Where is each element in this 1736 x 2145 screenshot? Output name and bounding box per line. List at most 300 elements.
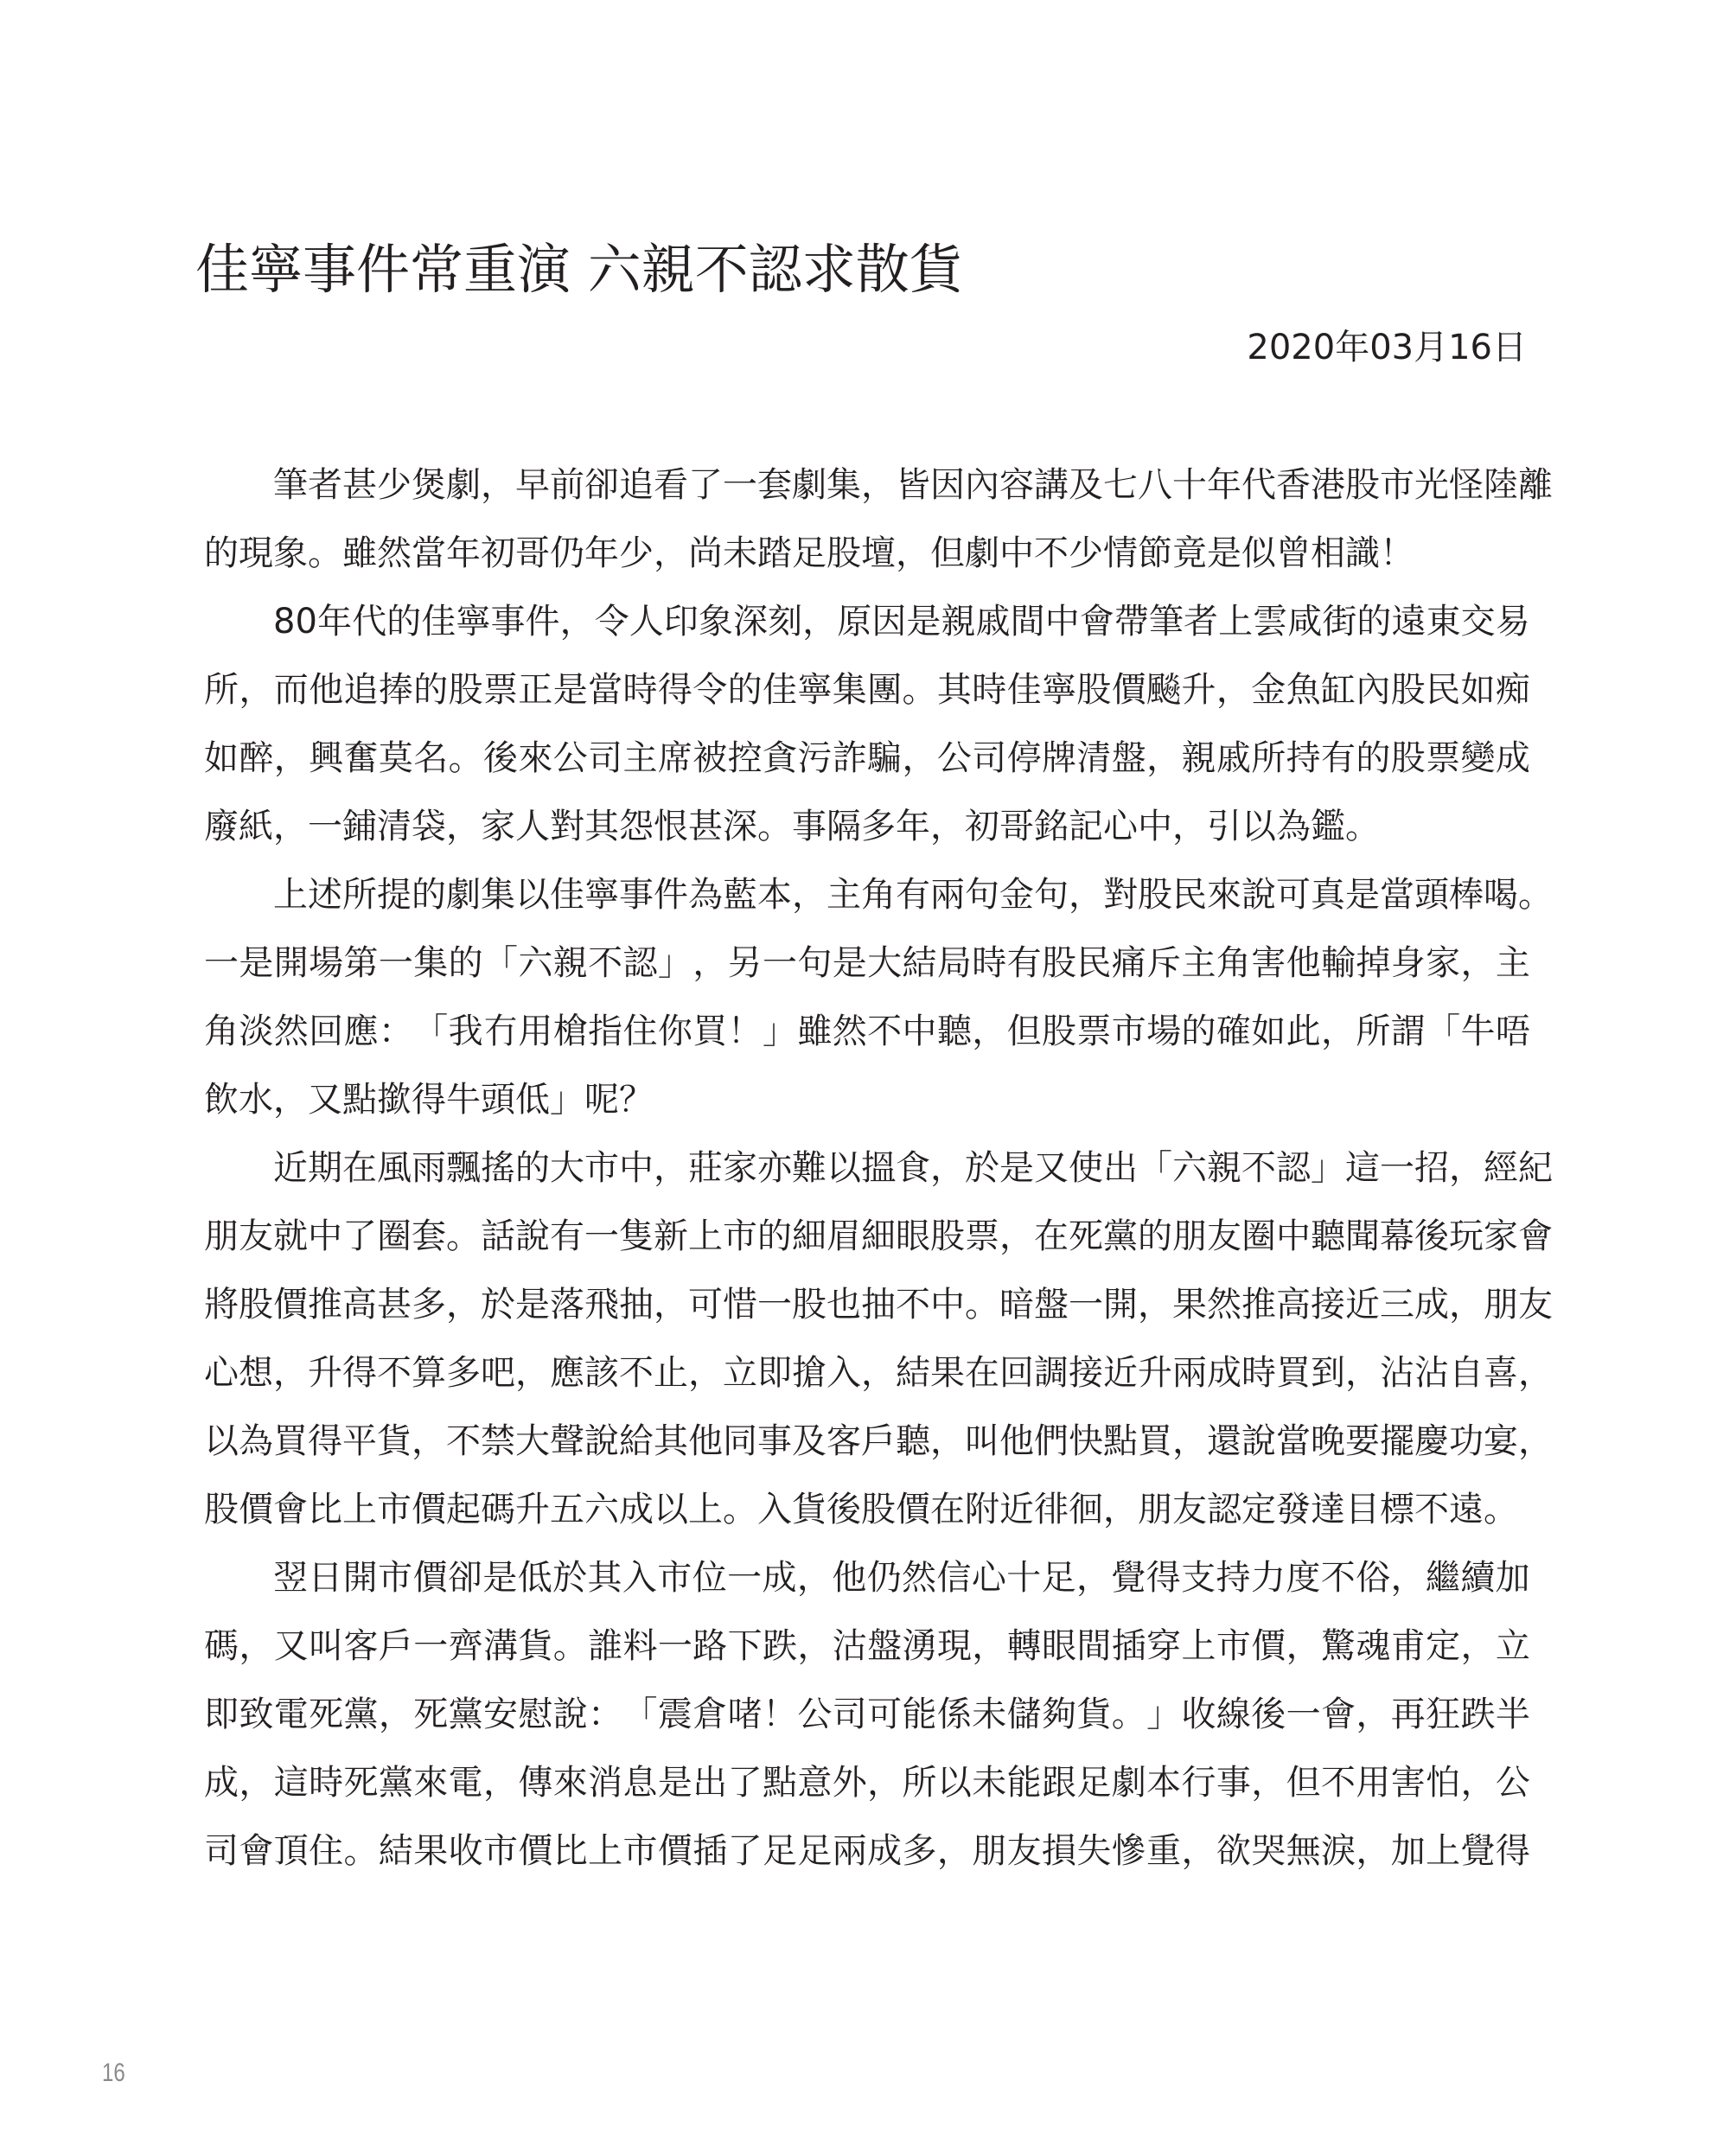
glyph: 說 [584, 1421, 619, 1461]
glyph: 原 [837, 602, 872, 642]
glyph: 晚 [1311, 1421, 1345, 1461]
glyph: 傳 [518, 1763, 553, 1803]
glyph: 了 [727, 1831, 763, 1871]
glyph: 價 [657, 1831, 692, 1871]
glyph: 可 [688, 1285, 723, 1325]
glyph: 意 [797, 1763, 833, 1803]
glyph: 飈 [1146, 670, 1182, 710]
glyph: 慰 [518, 1695, 553, 1734]
glyph: ， [273, 1353, 308, 1393]
glyph: 就 [273, 1216, 308, 1256]
glyph: 力 [1250, 1558, 1286, 1598]
glyph: 時 [972, 943, 1007, 983]
paragraph-line [204, 731, 1530, 800]
glyph: 集 [481, 875, 515, 915]
glyph: 。 [965, 1285, 999, 1325]
glyph: 內 [1356, 670, 1391, 710]
glyph: 主 [622, 738, 658, 778]
paragraph-line [204, 458, 1553, 527]
glyph: 是 [657, 1763, 692, 1803]
glyph: 劇 [792, 465, 827, 505]
glyph: ， [1146, 738, 1182, 778]
glyph: 寧 [1042, 670, 1076, 710]
glyph: 價 [1111, 670, 1146, 710]
glyph: 前 [550, 465, 584, 505]
glyph: 內 [965, 465, 999, 505]
glyph: 容 [999, 465, 1034, 505]
glyph: 如 [204, 738, 239, 778]
glyph: 股 [1042, 943, 1076, 983]
glyph: 沾 [1414, 1353, 1449, 1393]
glyph: 「 [1426, 1012, 1461, 1051]
glyph: 死 [1069, 1216, 1103, 1256]
glyph: 外 [832, 1763, 867, 1803]
glyph: 劇 [446, 465, 481, 505]
glyph: 交 [1460, 602, 1496, 642]
glyph: 角 [861, 875, 896, 915]
glyph: 快 [1069, 1421, 1103, 1461]
glyph: 成 [762, 1558, 797, 1598]
glyph: 是 [999, 1148, 1034, 1188]
glyph: 淡 [239, 1012, 274, 1051]
glyph: 有 [1321, 738, 1356, 778]
glyph: 後 [483, 738, 518, 778]
glyph: 三 [1380, 1285, 1414, 1325]
glyph: 的 [412, 875, 446, 915]
glyph: 其 [654, 1421, 688, 1461]
glyph: 」 [1146, 1695, 1182, 1734]
glyph: 貨 [1076, 1695, 1112, 1734]
glyph: ， [867, 1763, 903, 1803]
glyph: ， [1356, 1831, 1391, 1871]
glyph: 家 [723, 1148, 757, 1188]
glyph: 該 [584, 1353, 619, 1393]
glyph: 民 [1076, 943, 1112, 983]
glyph: 日 [308, 1558, 343, 1598]
glyph: 是 [552, 670, 588, 710]
glyph: 不 [619, 1353, 654, 1393]
glyph: 兩 [1172, 1353, 1207, 1393]
glyph: 後 [1414, 1216, 1449, 1256]
glyph: 說 [1241, 875, 1276, 915]
glyph: 醉 [239, 738, 274, 778]
glyph: 金 [1251, 670, 1286, 710]
glyph: 使 [1069, 1148, 1103, 1188]
glyph: 缸 [1321, 670, 1356, 710]
glyph: 圈 [377, 1216, 412, 1256]
glyph: 入 [622, 1558, 657, 1598]
glyph: 」 [763, 1012, 797, 1051]
glyph: 仍 [866, 1558, 902, 1598]
glyph: 者 [1184, 602, 1219, 642]
glyph: 認 [1276, 1148, 1311, 1188]
glyph: 槍 [552, 1012, 588, 1051]
glyph: 升 [308, 1353, 342, 1393]
glyph: 。 [343, 1831, 379, 1871]
glyph: 擺 [1380, 1421, 1414, 1461]
glyph: 開 [342, 1558, 378, 1598]
glyph: 頂 [273, 1831, 309, 1871]
glyph: 會 [239, 1831, 274, 1871]
glyph: ， [861, 1353, 896, 1393]
glyph: 這 [273, 1763, 309, 1803]
glyph: 飛 [584, 1285, 619, 1325]
glyph: 驚 [1321, 1626, 1356, 1666]
glyph: 間 [1076, 1626, 1112, 1666]
glyph: ， [1518, 1353, 1553, 1393]
glyph: 出 [1103, 1148, 1138, 1188]
glyph: ： [588, 1695, 623, 1734]
glyph: 代 [1241, 465, 1276, 505]
glyph: 清 [1076, 738, 1112, 778]
glyph: 莊 [688, 1148, 723, 1188]
glyph: 藍 [723, 875, 757, 915]
glyph: 在 [1034, 1216, 1069, 1256]
glyph: 到 [1311, 1353, 1345, 1393]
glyph: ， [930, 1148, 965, 1188]
glyph: 票 [483, 670, 518, 710]
glyph: 定 [1426, 1626, 1461, 1666]
glyph: 以 [936, 1763, 972, 1803]
glyph: 另 [727, 943, 763, 983]
glyph: 是 [1345, 875, 1380, 915]
glyph: 一 [1069, 1285, 1103, 1325]
glyph: 」 [657, 943, 692, 983]
glyph: 指 [588, 1012, 623, 1051]
glyph: 提 [377, 875, 412, 915]
glyph: 未 [972, 1763, 1007, 1803]
glyph: 股 [792, 1285, 827, 1325]
glyph: 會 [1079, 602, 1114, 642]
glyph: 戶 [378, 1626, 413, 1666]
glyph: 你 [657, 1012, 692, 1051]
glyph: 代 [352, 602, 387, 642]
glyph: 遠 [1391, 602, 1426, 642]
glyph: 話 [481, 1216, 515, 1256]
glyph: 市 [1380, 465, 1414, 505]
glyph: 說 [515, 1216, 550, 1256]
glyph: 甫 [1390, 1626, 1426, 1666]
glyph: 同 [723, 1421, 757, 1461]
glyph: 場 [1146, 1012, 1182, 1051]
glyph: 成 [1207, 1353, 1241, 1393]
glyph: ， [972, 1626, 1007, 1666]
glyph: 抽 [619, 1285, 654, 1325]
glyph: 冇 [483, 1012, 518, 1051]
glyph: 黨 [448, 1695, 483, 1734]
glyph: 開 [273, 943, 309, 983]
glyph: 於 [481, 1285, 515, 1325]
glyph: 會 [1321, 1695, 1356, 1734]
glyph: 0 [295, 602, 317, 642]
glyph: 這 [1345, 1148, 1380, 1188]
glyph: 續 [1460, 1558, 1496, 1598]
glyph: 近 [1103, 1353, 1138, 1393]
glyph: 接 [1069, 1353, 1103, 1393]
glyph: 足 [763, 1831, 797, 1871]
glyph: 然 [832, 1012, 867, 1051]
glyph: 接 [1311, 1285, 1345, 1325]
glyph: 細 [792, 1216, 827, 1256]
glyph: 年 [1207, 465, 1241, 505]
glyph: ， [1216, 670, 1251, 710]
glyph: 上 [688, 1216, 723, 1256]
paragraph-line: 廢紙，一鋪清袋，家人對其怨恨甚深。事隔多年，初哥銘記心中，引以為鑑。 [204, 807, 1380, 846]
paragraph-2 [204, 595, 1530, 868]
glyph: 司 [204, 1831, 239, 1871]
glyph: 不 [867, 1012, 903, 1051]
glyph: 親 [552, 943, 588, 983]
glyph: 。 [902, 670, 937, 710]
glyph: 兩 [832, 1831, 867, 1871]
glyph: 中 [308, 1216, 342, 1256]
paragraph-line [204, 595, 1530, 663]
glyph: 損 [1042, 1831, 1076, 1871]
glyph: 親 [1207, 1148, 1241, 1188]
glyph: 在 [342, 1148, 377, 1188]
glyph: 親 [1181, 738, 1216, 778]
glyph: 講 [1034, 465, 1069, 505]
glyph: 當 [1380, 875, 1414, 915]
glyph: 掉 [1356, 943, 1391, 983]
glyph: 然 [1207, 1285, 1241, 1325]
glyph: ， [1286, 1626, 1321, 1666]
glyph: 不 [1321, 1763, 1356, 1803]
glyph: 一 [763, 943, 797, 983]
glyph: 紀 [1518, 1148, 1553, 1188]
glyph: 上 [1426, 1831, 1461, 1871]
glyph: 於 [552, 1558, 588, 1598]
glyph: 近 [1345, 1285, 1380, 1325]
glyph: 中 [902, 1012, 937, 1051]
glyph: 點 [763, 1763, 797, 1803]
glyph: 新 [654, 1216, 688, 1256]
paragraph-line [204, 1141, 1553, 1210]
glyph: 民 [1426, 670, 1461, 710]
glyph: 朋 [204, 1216, 239, 1256]
glyph: 集 [832, 670, 867, 710]
glyph: 齊 [448, 1626, 483, 1666]
glyph: 套 [412, 1216, 446, 1256]
glyph: 繼 [1425, 1558, 1460, 1598]
glyph: 眼 [896, 1216, 930, 1256]
glyph: 出 [692, 1763, 728, 1803]
glyph: 來 [413, 1763, 449, 1803]
glyph: 買 [273, 1421, 308, 1461]
glyph: 佳 [1006, 670, 1042, 710]
glyph: 盤 [867, 1626, 903, 1666]
glyph: 魂 [1356, 1626, 1391, 1666]
article-title: 佳寧事件常重演 六親不認求散貨 [195, 238, 963, 301]
glyph: 朋 [1484, 1285, 1518, 1325]
glyph: 牌 [1042, 738, 1076, 778]
glyph: 狂 [1426, 1695, 1461, 1734]
paragraph-line [204, 1414, 1553, 1483]
glyph: 司 [832, 1695, 867, 1734]
glyph: 跟 [1042, 1763, 1076, 1803]
glyph: 上 [1181, 1626, 1216, 1666]
glyph: 為 [239, 1421, 273, 1461]
glyph: 可 [1276, 875, 1311, 915]
glyph: 佳 [421, 602, 456, 642]
glyph: ， [239, 1763, 274, 1803]
glyph: 看 [654, 465, 688, 505]
glyph: 公 [936, 738, 972, 778]
glyph: ， [802, 602, 838, 642]
glyph: 心 [204, 1353, 239, 1393]
glyph: 宴 [1484, 1421, 1518, 1461]
glyph: 將 [204, 1285, 239, 1325]
glyph: 確 [1216, 1012, 1251, 1051]
glyph: 升 [1138, 1353, 1172, 1393]
glyph: 落 [550, 1285, 584, 1325]
glyph: 股 [1345, 465, 1380, 505]
glyph: 本 [757, 875, 792, 915]
glyph: 票 [1076, 1012, 1112, 1051]
glyph: 足 [797, 1831, 833, 1871]
glyph: 的 [386, 602, 422, 642]
glyph: 述 [308, 875, 342, 915]
glyph: ， [412, 1421, 446, 1461]
glyph: 香 [1276, 465, 1311, 505]
glyph: 少 [377, 465, 412, 505]
glyph: 追 [619, 465, 654, 505]
glyph: 大 [550, 1148, 584, 1188]
glyph: 用 [1356, 1763, 1391, 1803]
glyph: 事 [757, 1421, 792, 1461]
glyph: 下 [727, 1626, 763, 1666]
glyph: 來 [552, 1763, 588, 1803]
glyph: 以 [515, 875, 550, 915]
glyph: 公 [1495, 1763, 1530, 1803]
glyph: 害 [1390, 1763, 1426, 1803]
glyph: 不 [896, 1285, 930, 1325]
glyph: 。 [1111, 1695, 1146, 1734]
glyph: 客 [827, 1421, 861, 1461]
glyph: 七 [1103, 465, 1138, 505]
glyph: 其 [936, 670, 972, 710]
glyph: 的 [1356, 738, 1391, 778]
glyph: 認 [622, 943, 658, 983]
glyph: 時 [622, 670, 658, 710]
glyph: 幕 [1380, 1216, 1414, 1256]
glyph: 果 [1172, 1285, 1207, 1325]
glyph: 一 [657, 1626, 692, 1666]
glyph: 市 [483, 1831, 518, 1871]
glyph: ， [1181, 1831, 1216, 1871]
glyph: 上 [273, 875, 308, 915]
glyph: 應 [343, 1012, 379, 1051]
glyph: 加 [1390, 1831, 1426, 1871]
glyph: 足 [1041, 1558, 1076, 1598]
glyph: 慶 [1414, 1421, 1449, 1461]
glyph: 股 [448, 670, 483, 710]
glyph: 句 [1034, 875, 1069, 915]
paragraph-line [204, 1278, 1553, 1346]
glyph: 所 [204, 670, 239, 710]
glyph: 啫 [727, 1695, 763, 1734]
glyph: 然 [273, 1012, 309, 1051]
glyph: 位 [692, 1558, 727, 1598]
glyph: 中 [930, 1285, 965, 1325]
glyph: 正 [518, 670, 553, 710]
glyph: 煲 [412, 465, 446, 505]
glyph: 果 [930, 1353, 965, 1393]
glyph: 價 [1251, 1626, 1286, 1666]
glyph: 是 [515, 1285, 550, 1325]
glyph: ， [515, 1353, 550, 1393]
glyph: 集 [413, 943, 449, 983]
glyph: 如 [1251, 1012, 1286, 1051]
glyph: 心 [971, 1558, 1006, 1598]
glyph: 功 [1449, 1421, 1484, 1461]
glyph: 所 [902, 1763, 937, 1803]
paragraph-line [204, 663, 1530, 731]
glyph: 東 [1426, 602, 1461, 642]
glyph: 卻 [447, 1558, 482, 1598]
paragraph-line [204, 936, 1530, 1005]
glyph: ， [239, 670, 274, 710]
glyph: 是 [482, 1558, 518, 1598]
glyph: 令 [594, 602, 629, 642]
glyph: 所 [1251, 738, 1286, 778]
glyph: ， [1075, 1558, 1111, 1598]
glyph: 消 [588, 1763, 623, 1803]
glyph: 立 [1495, 1626, 1530, 1666]
glyph: 印 [663, 602, 699, 642]
glyph: 跌 [763, 1626, 797, 1666]
glyph: 電 [448, 1763, 483, 1803]
glyph: 身 [1390, 943, 1426, 983]
glyph: 重 [1146, 1831, 1182, 1871]
glyph: 點 [1103, 1421, 1138, 1461]
glyph: 用 [518, 1012, 553, 1051]
glyph: 價 [273, 1285, 308, 1325]
glyph: 住 [622, 1012, 658, 1051]
glyph: 無 [1286, 1831, 1321, 1871]
glyph: 係 [936, 1695, 972, 1734]
glyph: 一 [413, 1626, 449, 1666]
glyph: 朋 [1172, 1216, 1207, 1256]
glyph: ， [1345, 1353, 1380, 1393]
glyph: 他 [999, 1421, 1034, 1461]
glyph: 惜 [723, 1285, 757, 1325]
glyph: ， [796, 1558, 832, 1598]
glyph: 翌 [273, 1558, 308, 1598]
glyph: 第 [343, 943, 379, 983]
glyph: 股 [930, 1216, 965, 1256]
glyph: 哭 [1251, 1831, 1286, 1871]
glyph: 市 [723, 1216, 757, 1256]
glyph: 市 [622, 1831, 658, 1871]
glyph: 主 [827, 875, 861, 915]
glyph: 住 [309, 1831, 344, 1871]
glyph: 我 [448, 1012, 483, 1051]
glyph: 沾 [1380, 1353, 1414, 1393]
glyph: 大 [867, 943, 903, 983]
glyph: 成 [1495, 738, 1530, 778]
glyph: 死 [413, 1695, 449, 1734]
glyph: 成 [1414, 1285, 1449, 1325]
glyph: 玩 [1449, 1216, 1484, 1256]
glyph: 事 [619, 875, 654, 915]
glyph: 唔 [1495, 1012, 1530, 1051]
glyph: 聽 [896, 1421, 930, 1461]
glyph: 本 [1146, 1763, 1182, 1803]
glyph: ， [483, 1763, 518, 1803]
glyph: 甚 [342, 465, 377, 505]
glyph: 大 [515, 1421, 550, 1461]
